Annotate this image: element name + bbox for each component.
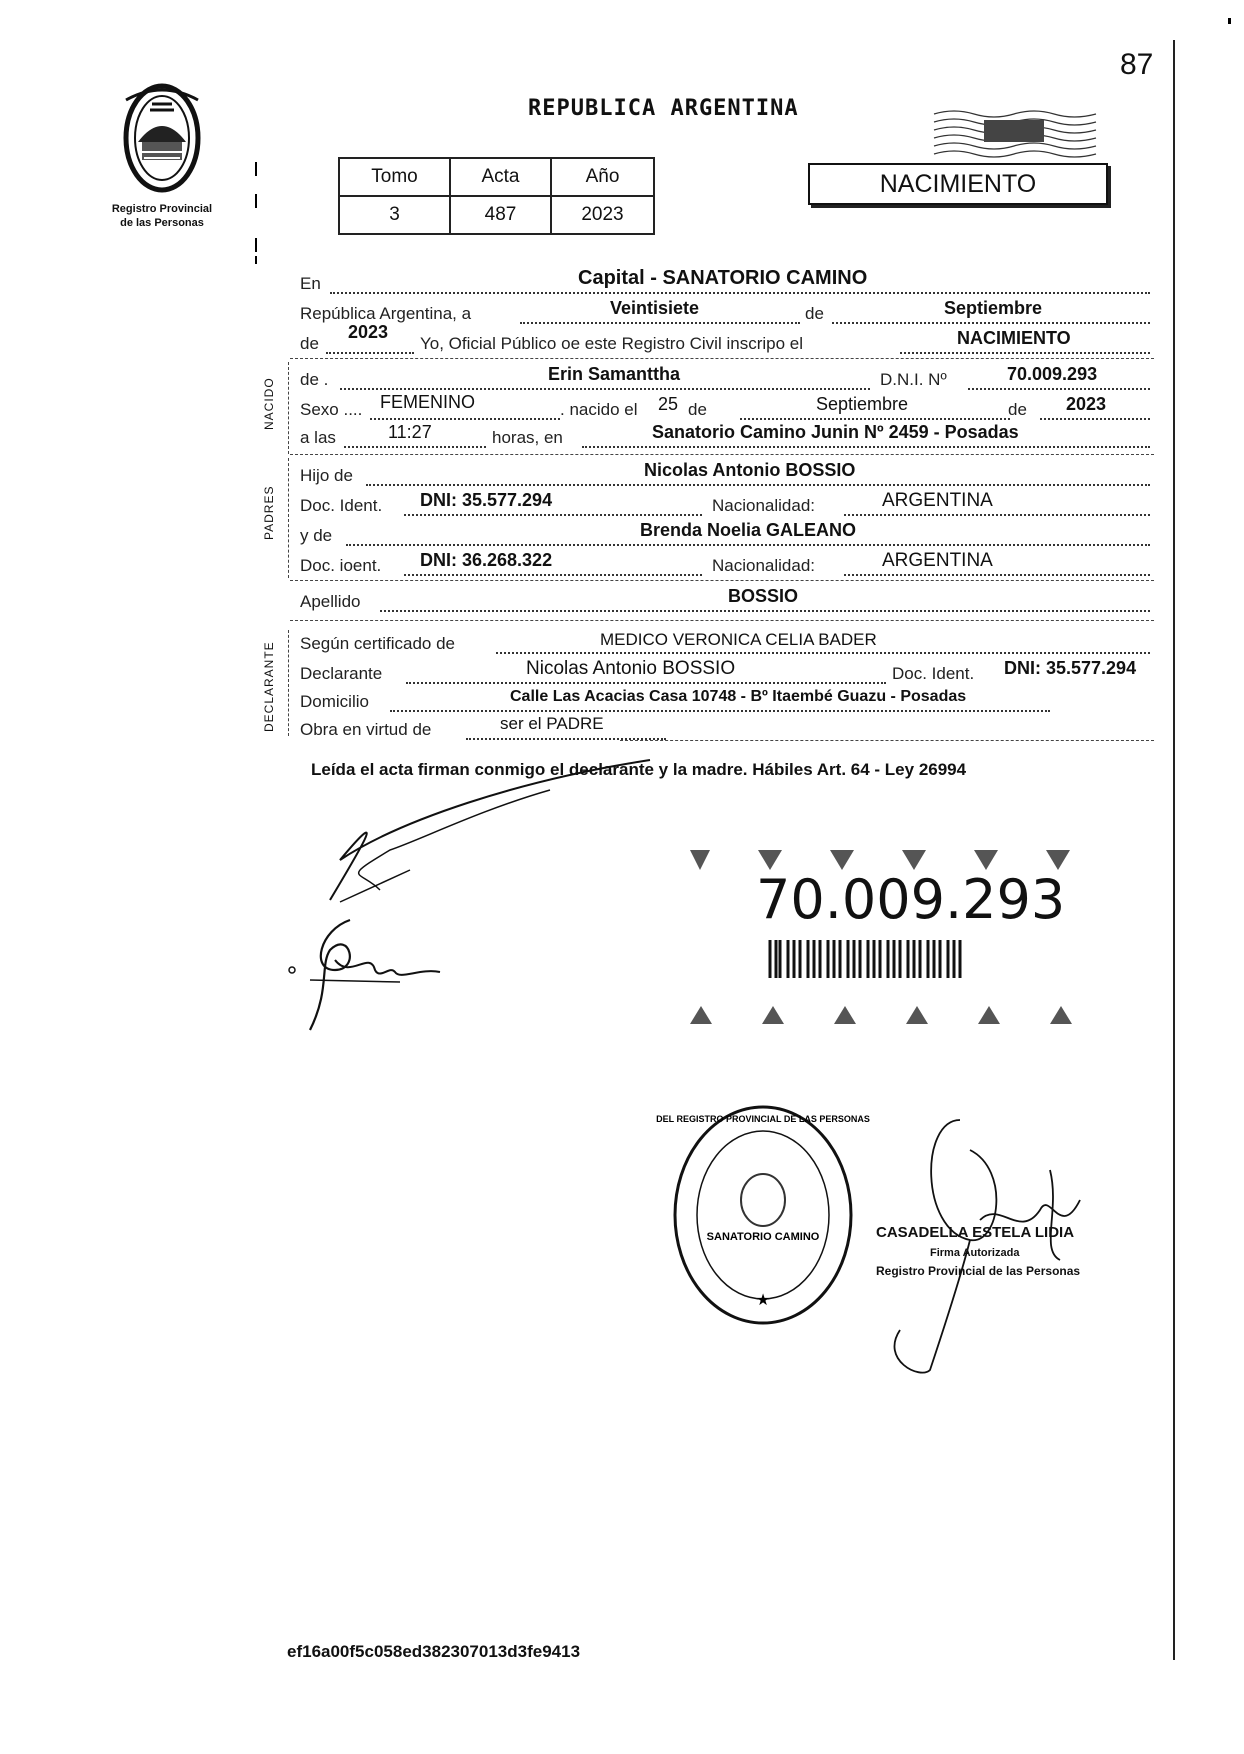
mother-label: y de: [300, 526, 333, 545]
declarant-doc-label: Doc. Ident.: [892, 664, 975, 683]
mother-doc-label: Doc. ioent.: [300, 556, 382, 575]
table-value-tomo: 3: [339, 196, 450, 234]
declarant-doc: DNI: 35.577.294: [1004, 658, 1137, 678]
dotted-leader: [844, 574, 1150, 576]
birth-day: 25: [658, 394, 679, 414]
dotted-leader: [340, 388, 870, 390]
record-reference-table: [338, 157, 655, 235]
capacity-label: Obra en virtud de: [300, 720, 432, 739]
dotted-leader: [370, 418, 560, 420]
father-name: Nicolas Antonio BOSSIO: [644, 460, 856, 480]
mother-signature-icon: [280, 910, 460, 1040]
dotted-leader: [1040, 418, 1150, 420]
section-divider: [290, 454, 1154, 455]
dash-mark: [255, 256, 257, 264]
scan-mark: [1228, 18, 1231, 24]
dotted-leader: [900, 352, 1150, 354]
father-doc-label: Doc. Ident.: [300, 496, 383, 515]
seal-ring-text: DEL REGISTRO PROVINCIAL DE LAS PERSONAS: [656, 1114, 870, 1124]
dash-mark: [255, 162, 257, 176]
official-role: Firma Autorizada: [930, 1247, 1020, 1259]
declarante-section-label: DECLARANTE: [262, 641, 276, 732]
section-divider: [290, 620, 1154, 621]
registry-day: Veintisiete: [610, 298, 700, 318]
birth-month: Septiembre: [816, 394, 909, 414]
table-header-acta: Acta: [450, 158, 551, 196]
address-label: Domicilio: [300, 692, 369, 711]
logo-caption-line-1: Registro Provincial: [111, 203, 213, 215]
section-bar: [288, 362, 290, 454]
page-edge-line: [1173, 40, 1175, 1660]
birth-place: Sanatorio Camino Junin Nº 2459 - Posadas: [652, 422, 1019, 442]
section-divider: [620, 740, 1154, 741]
dotted-leader: [366, 484, 1150, 486]
dotted-leader: [496, 652, 1150, 654]
registry-year: 2023: [348, 322, 389, 342]
oficial-text: Yo, Oficial Público oe este Registro Civil inscripo el: [420, 334, 803, 353]
father-doc: DNI: 35.577.294: [420, 490, 553, 510]
logo-caption: [92, 202, 232, 230]
dotted-leader: [832, 322, 1150, 324]
mother-doc: DNI: 36.268.322: [420, 550, 553, 570]
declarant-capacity: ser el PADRE: [500, 714, 604, 733]
star-icon: ★: [755, 1290, 771, 1309]
table-header-tomo: Tomo: [339, 158, 450, 196]
nacido-label: . nacido el: [560, 400, 638, 419]
padres-section-label: PADRES: [262, 485, 276, 540]
closing-note: Leída el acta firman conmigo el declarante y la madre. Hábiles Art. 64 - Ley 26994: [311, 760, 967, 779]
birth-de2-label: de: [1008, 400, 1027, 419]
dash-mark: [255, 238, 257, 252]
official-office: Registro Provincial de las Personas: [876, 1264, 1081, 1278]
surname: BOSSIO: [728, 586, 799, 606]
birth-de-label: de: [688, 400, 707, 419]
dotted-leader: [344, 446, 486, 448]
nacido-section-label: NACIDO: [262, 377, 276, 430]
declarant-label: Declarante: [300, 664, 383, 683]
certificate-issuer: MEDICO VERONICA CELIA BADER: [600, 630, 877, 649]
republica-label: República Argentina, a: [300, 304, 472, 323]
dotted-leader: [844, 514, 1150, 516]
document-hash: ef16a00f5c058ed382307013d3fe9413: [287, 1642, 581, 1661]
dotted-leader: [582, 446, 1150, 448]
name-label: de .: [300, 370, 329, 389]
identity-number: 70.009.293: [756, 868, 1066, 931]
registry-seal-icon: [656, 1100, 870, 1330]
dotted-leader: [326, 352, 414, 354]
misiones-coat-of-arms-icon: [92, 80, 232, 200]
child-name: Erin Samanttha: [548, 364, 681, 384]
document-title: REPUBLICA ARGENTINA: [528, 96, 799, 121]
sexo-label: Sexo ....: [300, 400, 363, 419]
certificate-label: Según certificado de: [300, 634, 455, 653]
father-label: Hijo de: [300, 466, 353, 485]
logo-caption-line-2: de las Personas: [120, 217, 204, 229]
birth-year: 2023: [1066, 394, 1107, 414]
dotted-leader: [330, 292, 1150, 294]
year-prefix-label: de: [300, 334, 319, 353]
table-value-acta: 487: [450, 196, 551, 234]
place-of-registry: Capital - SANATORIO CAMINO: [578, 267, 868, 289]
table-value-anio: 2023: [551, 196, 654, 234]
father-nationality-label: Nacionalidad:: [712, 496, 816, 515]
section-divider: [290, 358, 1154, 359]
dotted-leader: [406, 682, 886, 684]
dni-label: D.N.I. Nº: [880, 370, 947, 389]
official-signature-block: [876, 1220, 1080, 1282]
section-divider: [290, 580, 1154, 581]
child-dni: 70.009.293: [1007, 364, 1098, 384]
act-type: NACIMIENTO: [957, 328, 1071, 348]
page-number: 87: [1120, 48, 1154, 81]
seal-inner-text: SANATORIO CAMINO: [706, 1231, 820, 1243]
record-type: NACIMIENTO: [879, 169, 1037, 198]
surname-label: Apellido: [300, 592, 361, 611]
en-label: En: [300, 274, 321, 293]
de-label: de: [805, 304, 824, 323]
time-label: a las: [300, 428, 336, 447]
dotted-leader: [520, 322, 800, 324]
security-seal-icon: [934, 108, 1096, 156]
registry-logo: [92, 80, 232, 229]
dash-mark: [255, 194, 257, 208]
record-type-box: [808, 163, 1108, 205]
mother-nationality-label: Nacionalidad:: [712, 556, 816, 575]
child-sex: FEMENINO: [380, 392, 476, 412]
horas-label: horas, en: [492, 428, 563, 447]
declarant-address: Calle Las Acacias Casa 10748 - Bº Itaembé Guazu - Posadas: [510, 688, 967, 705]
dotted-leader: [968, 388, 1150, 390]
dotted-leader: [346, 544, 1150, 546]
table-header-anio: Año: [551, 158, 654, 196]
declarant-name: Nicolas Antonio BOSSIO: [526, 658, 736, 679]
official-name: CASADELLA ESTELA LIDIA: [876, 1224, 1075, 1241]
dotted-leader: [390, 710, 1050, 712]
section-bar: [288, 630, 290, 736]
father-nationality: ARGENTINA: [882, 490, 993, 511]
mother-name: Brenda Noelia GALEANO: [640, 520, 857, 540]
dotted-leader: [404, 574, 702, 576]
section-bar: [288, 458, 290, 578]
registry-month: Septiembre: [944, 298, 1043, 318]
dotted-leader: [380, 610, 1150, 612]
dotted-leader: [740, 418, 1010, 420]
dotted-leader: [404, 514, 702, 516]
birth-time: 11:27: [388, 422, 432, 442]
mother-nationality: ARGENTINA: [882, 550, 993, 571]
